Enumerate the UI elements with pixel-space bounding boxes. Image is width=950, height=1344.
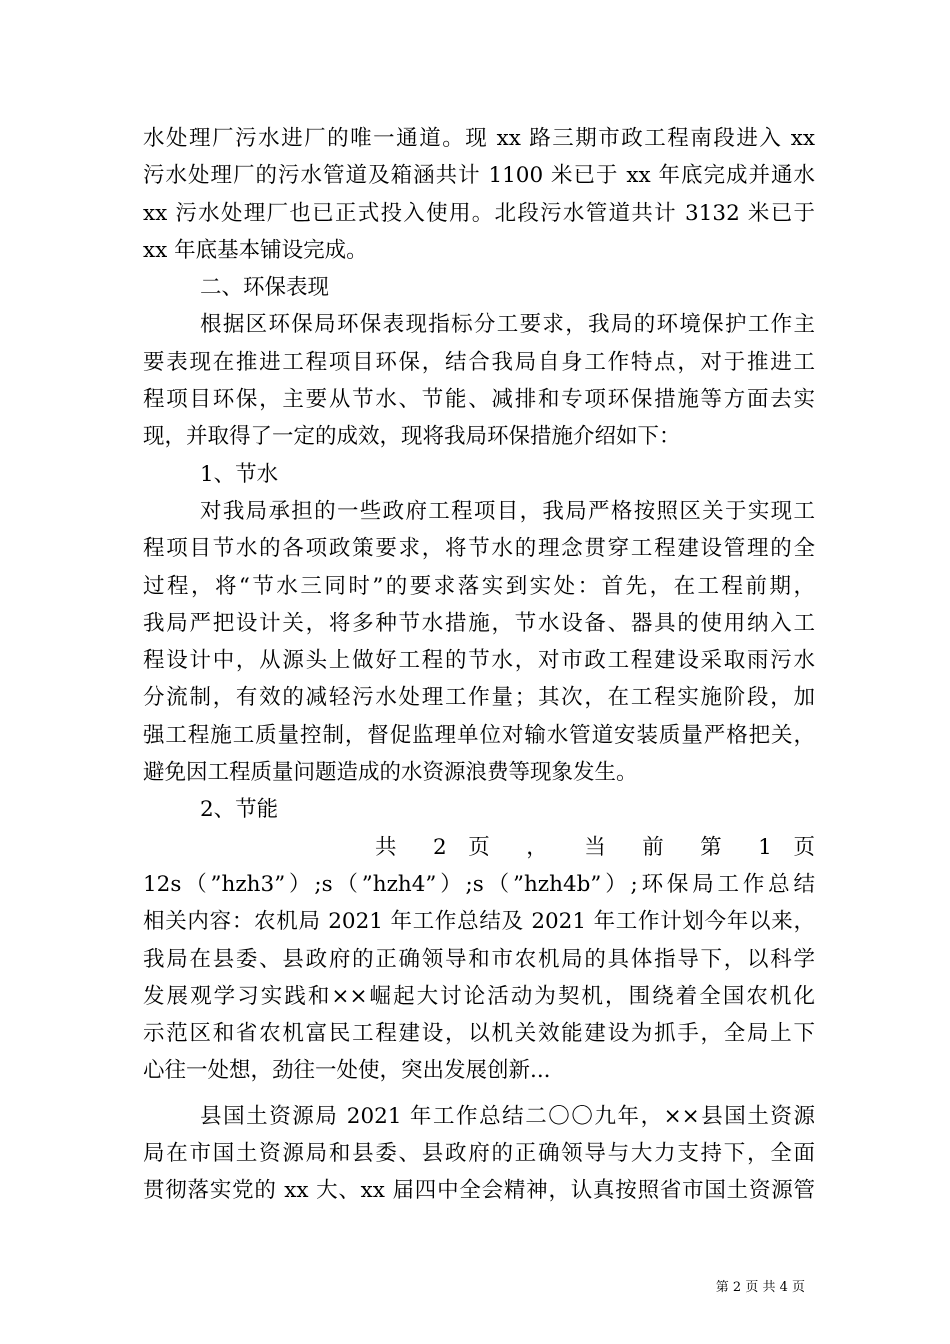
paragraph-spacer — [143, 1090, 815, 1098]
paragraph-line: 局在市国土资源局和县委、县政府的正确领导与大力支持下，全面 — [143, 1141, 815, 1167]
paragraph-line: 水处理厂污水进厂的唯一通道。现 xx 路三期市政工程南段进入 xx — [143, 126, 815, 151]
paragraph-line: 程项目环保，主要从节水、节能、减排和专项环保措施等方面去实 — [143, 387, 815, 413]
paragraph-line: xx 污水处理厂也已正式投入使用。北段污水管道共计 3132 米已于 — [143, 200, 815, 226]
paragraph-line: 现，并取得了一定的成效，现将我局环保措施介绍如下： — [143, 424, 681, 450]
paragraph-line: 发展观学习实践和××崛起大讨论活动为契机，围绕着全国农机化 — [143, 983, 815, 1009]
paragraph-line: 要表现在推进工程项目环保，结合我局自身工作特点，对于推进工 — [143, 349, 815, 375]
paragraph-line: 示范区和省农机富民工程建设，以机关效能建设为抓手，全局上下 — [143, 1021, 815, 1047]
paragraph-line: 避免因工程质量问题造成的水资源浪费等现象发生。 — [143, 760, 638, 786]
paragraph-line: 12s（”hzh3”）;s（”hzh4”）;s（”hzh4b”）;环保局工作总结 — [143, 871, 815, 897]
paragraph-line: 过程，将“节水三同时”的要求落实到实处：首先，在工程前期， — [143, 573, 815, 599]
subsection-heading: 1、节水 — [200, 461, 279, 487]
document-body — [143, 120, 815, 1210]
paragraph-line: 我局在县委、县政府的正确领导和市农机局的具体指导下，以科学 — [143, 946, 815, 972]
paragraph-line: 分流制，有效的减轻污水处理工作量；其次，在工程实施阶段，加 — [143, 685, 815, 711]
page-count-line: 共 2 页 ， 当 前 第 1 页 — [375, 834, 815, 860]
page-number-label: 第 2 页 共 4 页 — [715, 1280, 805, 1295]
paragraph-line: 程设计中，从源头上做好工程的节水，对市政工程建设采取雨污水 — [143, 648, 815, 674]
paragraph-line: 污水处理厂的污水管道及箱涵共计 1100 米已于 xx 年底完成并通水 — [143, 163, 815, 189]
paragraph-line: 根据区环保局环保表现指标分工要求，我局的环境保护工作主 — [200, 312, 815, 338]
paragraph-line: 程项目节水的各项政策要求，将节水的理念贯穿工程建设管理的全 — [143, 536, 815, 562]
paragraph-line: 强工程施工质量控制，督促监理单位对输水管道安装质量严格把关， — [143, 722, 815, 748]
subsection-heading: 2、节能 — [200, 797, 279, 823]
paragraph-line: 心往一处想，劲往一处使，突出发展创新... — [143, 1058, 551, 1084]
paragraph-line: 贯彻落实党的 xx 大、xx 届四中全会精神，认真按照省市国土资源管 — [143, 1178, 815, 1204]
paragraph-line: xx 年底基本铺设完成。 — [143, 237, 368, 263]
paragraph-line: 相关内容：农机局 2021 年工作总结及 2021 年工作计划今年以来， — [143, 909, 815, 935]
paragraph-line: 我局严把设计关，将多种节水措施，节水设备、器具的使用纳入工 — [143, 610, 815, 636]
section-heading: 二、环保表现 — [200, 275, 330, 301]
paragraph-line: 县国土资源局 2021 年工作总结二〇〇九年，××县国土资源 — [200, 1103, 815, 1129]
paragraph-line: 对我局承担的一些政府工程项目，我局严格按照区关于实现工 — [200, 498, 815, 524]
